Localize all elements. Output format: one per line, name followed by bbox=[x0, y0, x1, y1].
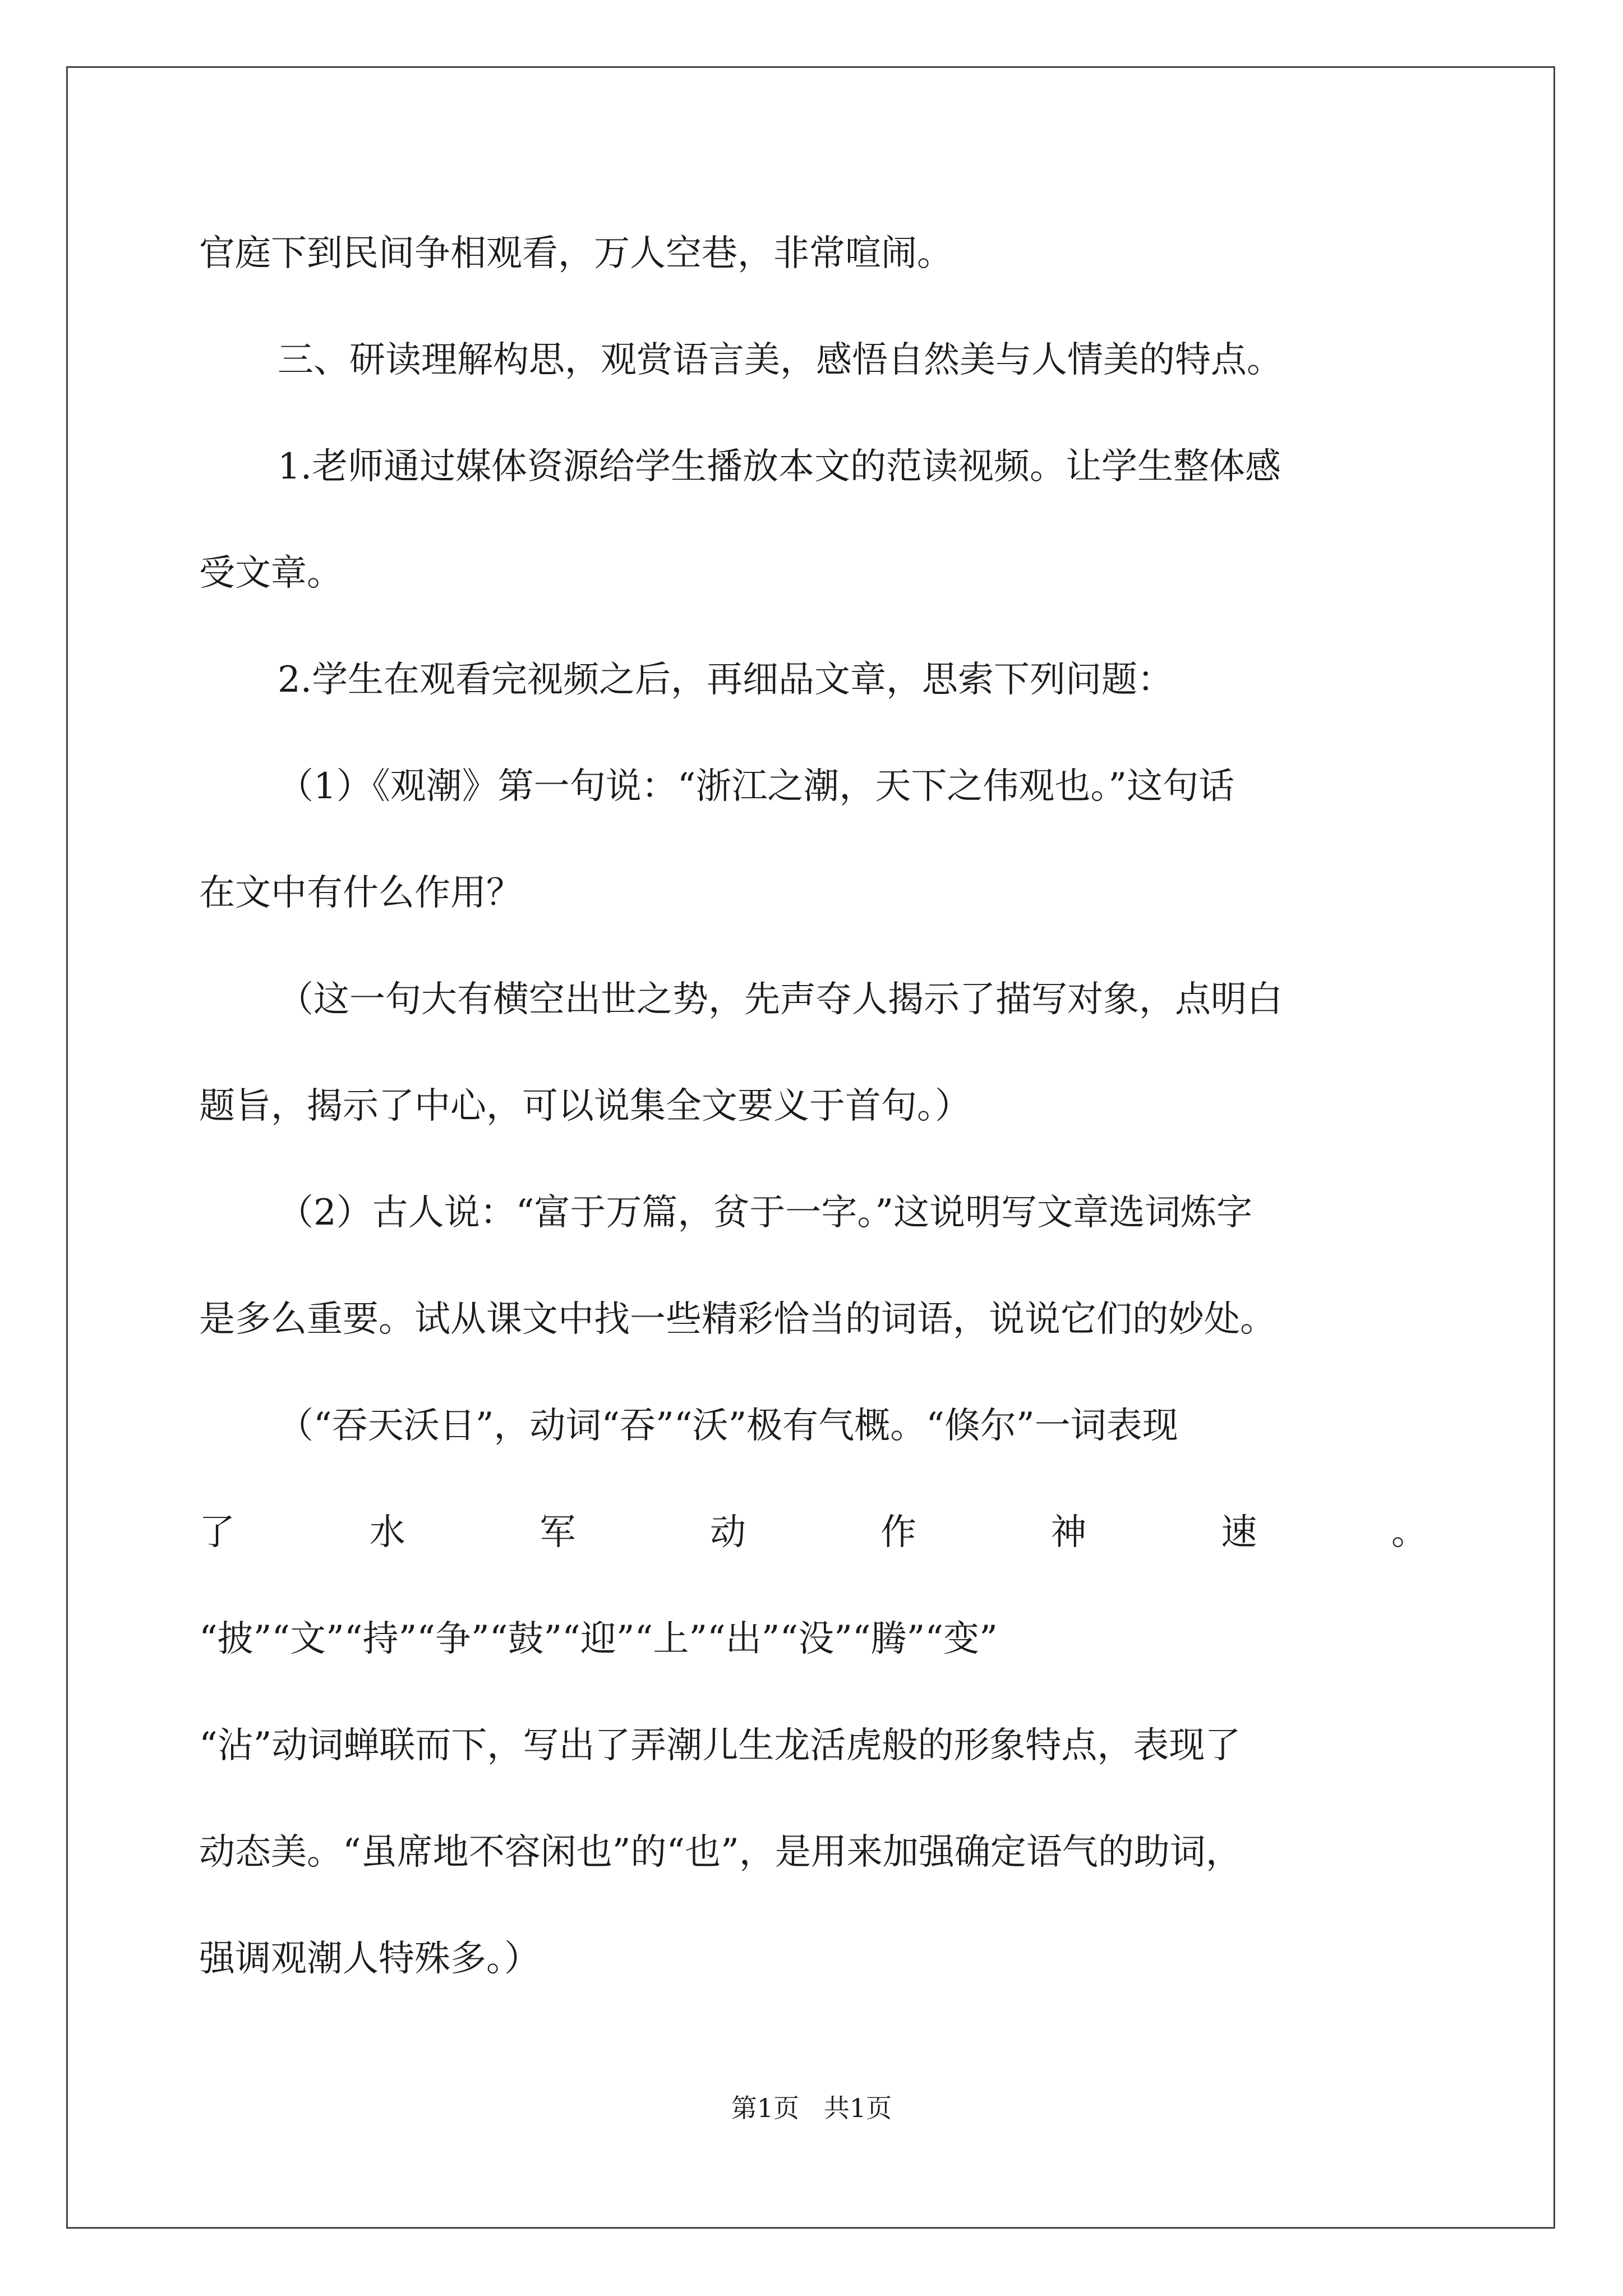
spread-char: 动 bbox=[710, 1512, 746, 1553]
answer-2-end: 强调观潮人特殊多。） bbox=[199, 1938, 540, 1980]
text-line-1: 官庭下到民间争相观看，万人空巷，非常喧闹。 bbox=[199, 233, 953, 274]
answer-1-cont: 题旨，揭示了中心，可以说集全文要义于首句。） bbox=[199, 1085, 971, 1127]
page-number: 第1页 共1页 bbox=[731, 2093, 892, 2123]
answer-2-cont: “沾”动词蝉联而下，写出了弄潮儿生龙活虎般的形象特点，表现了 bbox=[199, 1725, 1241, 1766]
answer-1: （这一句大有横空出世之势，先声夺人揭示了描写对象，点明白 bbox=[278, 979, 1283, 1020]
question-1: （1）《观潮》第一句说：“浙江之潮，天下之伟观也。”这句话 bbox=[278, 766, 1235, 807]
text-line-4: 受文章。 bbox=[199, 553, 343, 594]
spread-char: 了 bbox=[199, 1512, 235, 1553]
spread-line bbox=[199, 1512, 1427, 1553]
spread-char: 军 bbox=[540, 1512, 576, 1553]
spread-char: 神 bbox=[1050, 1512, 1087, 1553]
question-2-cont: 是多么重要。试从课文中找一些精彩恰当的词语，说说它们的妙处。 bbox=[199, 1299, 1276, 1340]
section-heading: 三、研读理解构思，观赏语言美，感悟自然美与人情美的特点。 bbox=[278, 339, 1283, 381]
answer-2-verbs: “披”“文”“持”“争”“鼓”“迎”“上”“出”“没”“腾”“变” bbox=[199, 1618, 998, 1660]
question-2: （2）古人说：“富于万篇，贫于一字。”这说明写文章选词炼字 bbox=[278, 1192, 1253, 1234]
question-1-cont: 在文中有什么作用？ bbox=[199, 872, 522, 914]
text-line-5: 2.学生在观看完视频之后，再细品文章，思索下列问题： bbox=[278, 659, 1174, 701]
answer-2-cont-2: 动态美。“虽席地不容闲也”的“也”，是用来加强确定语气的助词， bbox=[199, 1832, 1242, 1873]
page-border bbox=[66, 66, 1555, 2229]
answer-2: （“吞天沃日”，动词“吞”“沃”极有气概。“倏尔”一词表现 bbox=[278, 1405, 1178, 1447]
spread-char: 作 bbox=[880, 1512, 916, 1553]
spread-char: 速 bbox=[1221, 1512, 1257, 1553]
text-line-3: 1.老师通过媒体资源给学生播放本文的范读视频。让学生整体感 bbox=[278, 446, 1281, 487]
spread-char: 水 bbox=[369, 1512, 405, 1553]
spread-char: 。 bbox=[1391, 1512, 1427, 1553]
